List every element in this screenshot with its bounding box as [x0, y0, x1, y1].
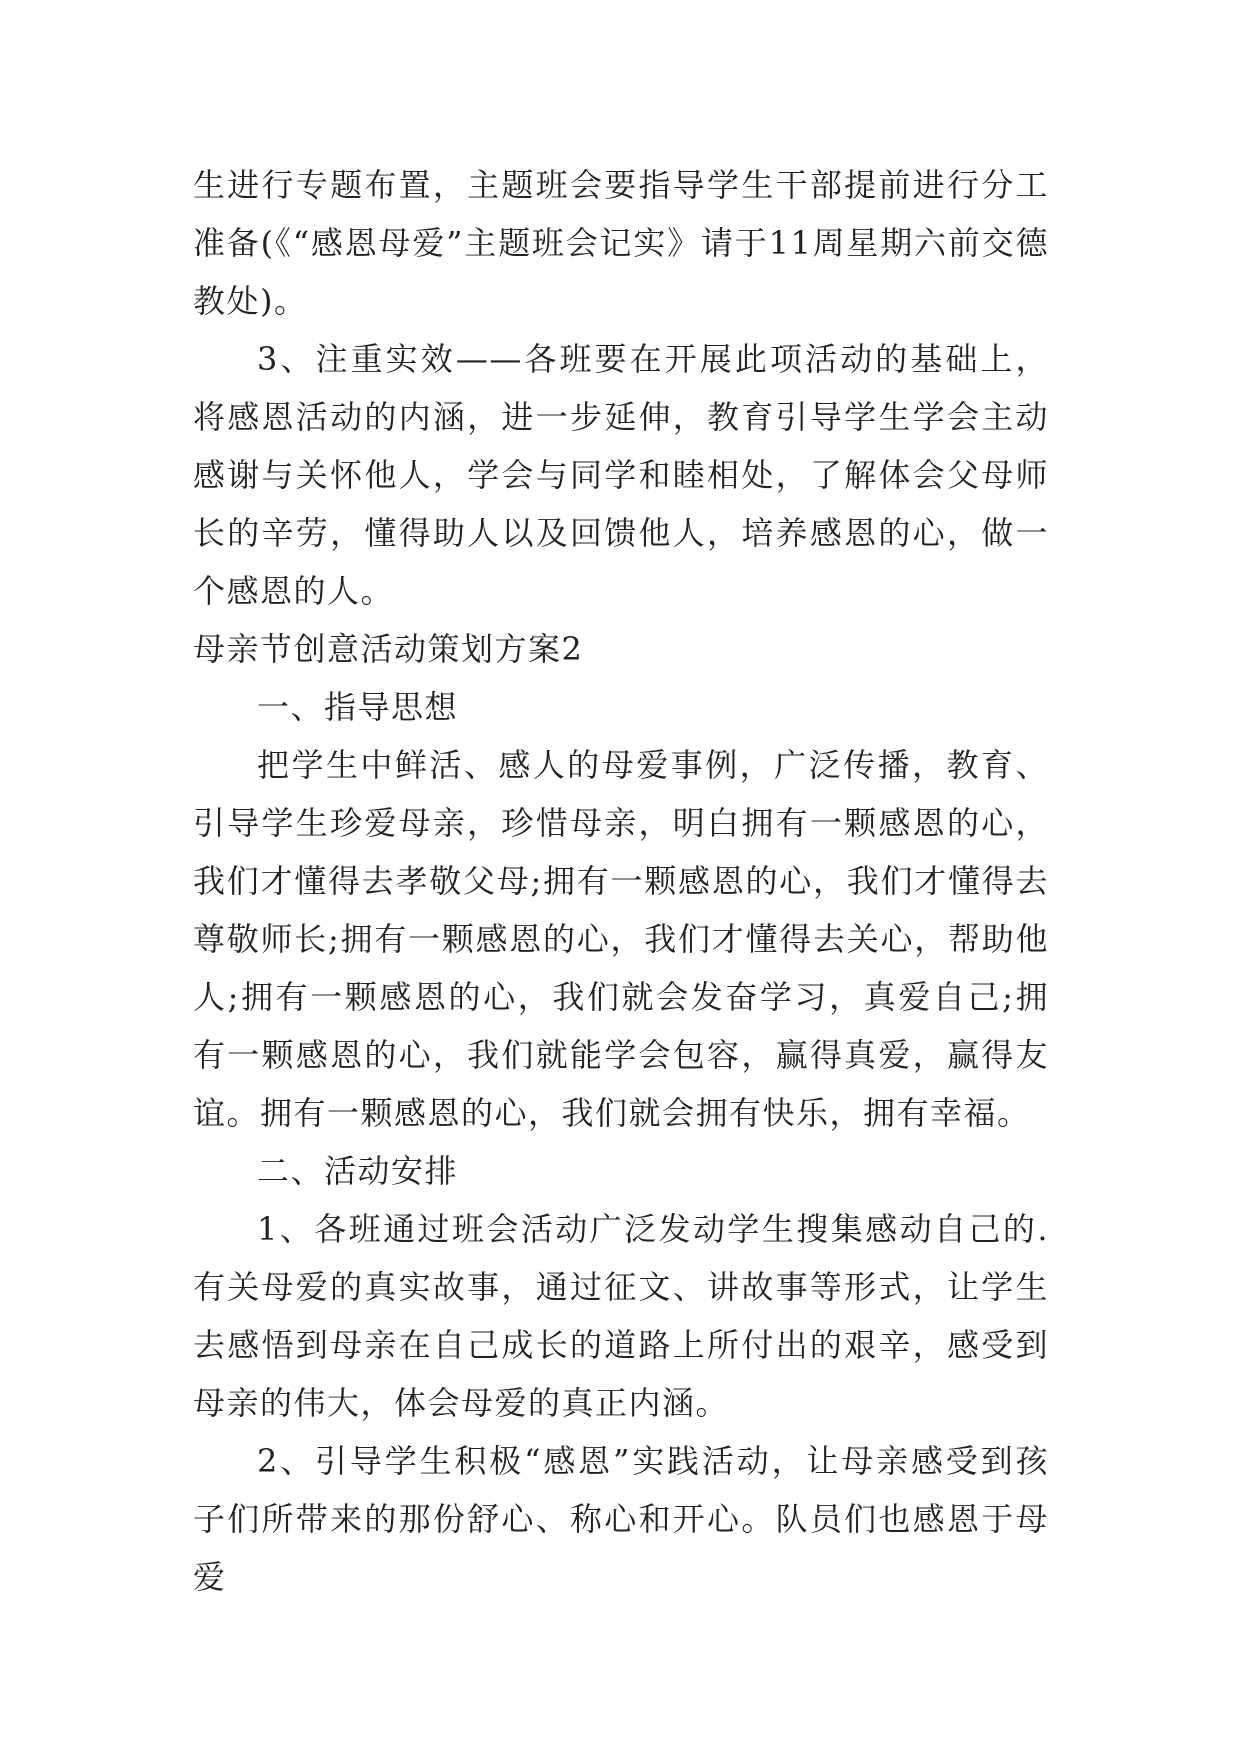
document-section-title: 母亲节创意活动策划方案2	[193, 630, 584, 668]
section-heading-activity-arrangement: 二、活动安排	[257, 1152, 459, 1190]
paragraph-guiding-ideology: 把学生中鲜活、感人的母爱事例，广泛传播，教育、引导学生珍爱母亲，珍惜母亲，明白拥有一颗感恩的心，我们才懂得去孝敬父母;拥有一颗感恩的心，我们才懂得去尊敬师长;拥有一颗感恩的心，我们才懂得去关心，帮助他人;拥有一颗感恩的心，我们就会发奋学习，真爱自己;拥有一颗感恩的心，我们就能学会包容，赢得真爱，赢得友谊。拥有一颗感恩的心，我们就会拥有快乐，拥有幸福。	[193, 746, 1049, 1132]
paragraph-activity-2: 2、引导学生积极“感恩”实践活动，让母亲感受到孩子们所带来的那份舒心、称心和开心。队员们也感恩于母爱	[193, 1442, 1049, 1596]
paragraph-continuation: 生进行专题布置，主题班会要指导学生干部提前进行分工准备(《“感恩母爱”主题班会记实》请于11周星期六前交德教处)。	[193, 166, 1049, 320]
document-body	[193, 156, 1049, 1606]
paragraph-activity-1: 1、各班通过班会活动广泛发动学生搜集感动自己的.有关母爱的真实故事，通过征文、讲故事等形式，让学生去感悟到母亲在自己成长的道路上所付出的艰辛，感受到母亲的伟大，体会母爱的真正内涵。	[193, 1210, 1049, 1422]
paragraph-point-3: 3、注重实效——各班要在开展此项活动的基础上，将感恩活动的内涵，进一步延伸，教育引导学生学会主动感谢与关怀他人，学会与同学和睦相处，了解体会父母师长的辛劳，懂得助人以及回馈他人，培养感恩的心，做一个感恩的人。	[193, 340, 1049, 610]
section-heading-guiding-ideology: 一、指导思想	[257, 688, 459, 726]
